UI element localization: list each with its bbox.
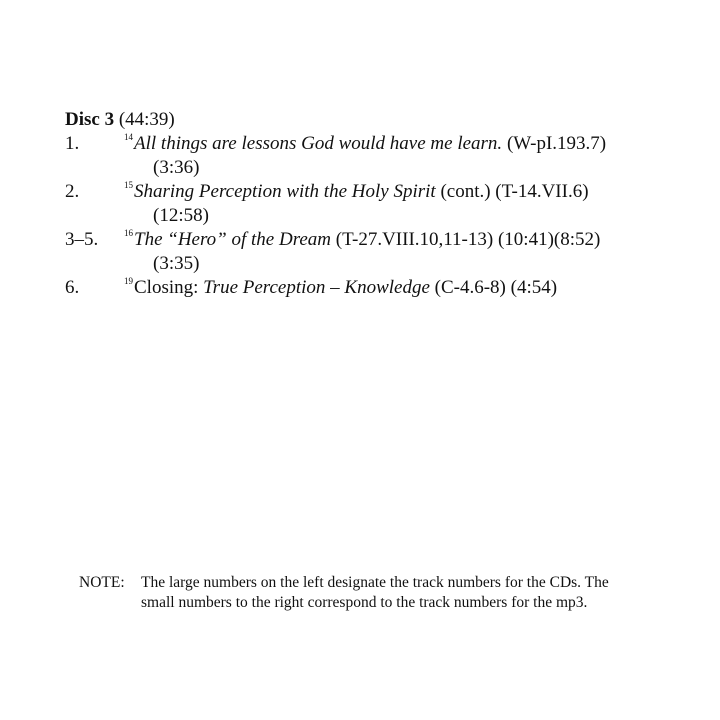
track-reference: (W-pI.193.7) [502,133,607,154]
track-prefix: Closing: [134,277,204,298]
disc-label: Disc 3 [65,109,115,130]
disc-duration: (44:39) [118,109,175,130]
track-body [124,228,714,252]
cd-track-number: 3–5. [65,229,99,250]
note-line-1: The large numbers on the left designate the track numbers for the CDs. The [141,574,609,591]
cd-track-number: 6. [65,277,80,298]
track-duration: (3:35) [153,253,200,274]
track-duration: (12:58) [153,205,209,226]
disc-heading [65,108,175,132]
cd-track-number: 2. [65,181,80,202]
track-body [124,180,714,204]
track-reference: (cont.) (T-14.VII.6) [435,181,589,202]
note-line-2: small numbers to the right correspond to the track numbers for the mp3. [141,594,588,611]
track-body [124,132,714,156]
note-text [141,573,681,613]
mp3-track-number: 15 [124,180,133,190]
track-title: The “Hero” of the Dream [134,229,332,250]
track-title: Sharing Perception with the Holy Spirit [134,181,436,202]
track-title: True Perception – Knowledge [203,277,430,298]
track-reference: (T-27.VIII.10,11-13) (10:41)(8:52) [331,229,601,250]
mp3-track-number: 14 [124,132,133,142]
track-title: All things are lessons God would have me learn. [134,133,503,154]
track-body [124,276,714,300]
note-label: NOTE: [79,574,125,591]
mp3-track-number: 19 [124,276,133,286]
cd-track-number: 1. [65,133,80,154]
mp3-track-number: 16 [124,228,133,238]
track-duration: (3:36) [153,157,200,178]
track-reference: (C-4.6-8) (4:54) [429,277,558,298]
